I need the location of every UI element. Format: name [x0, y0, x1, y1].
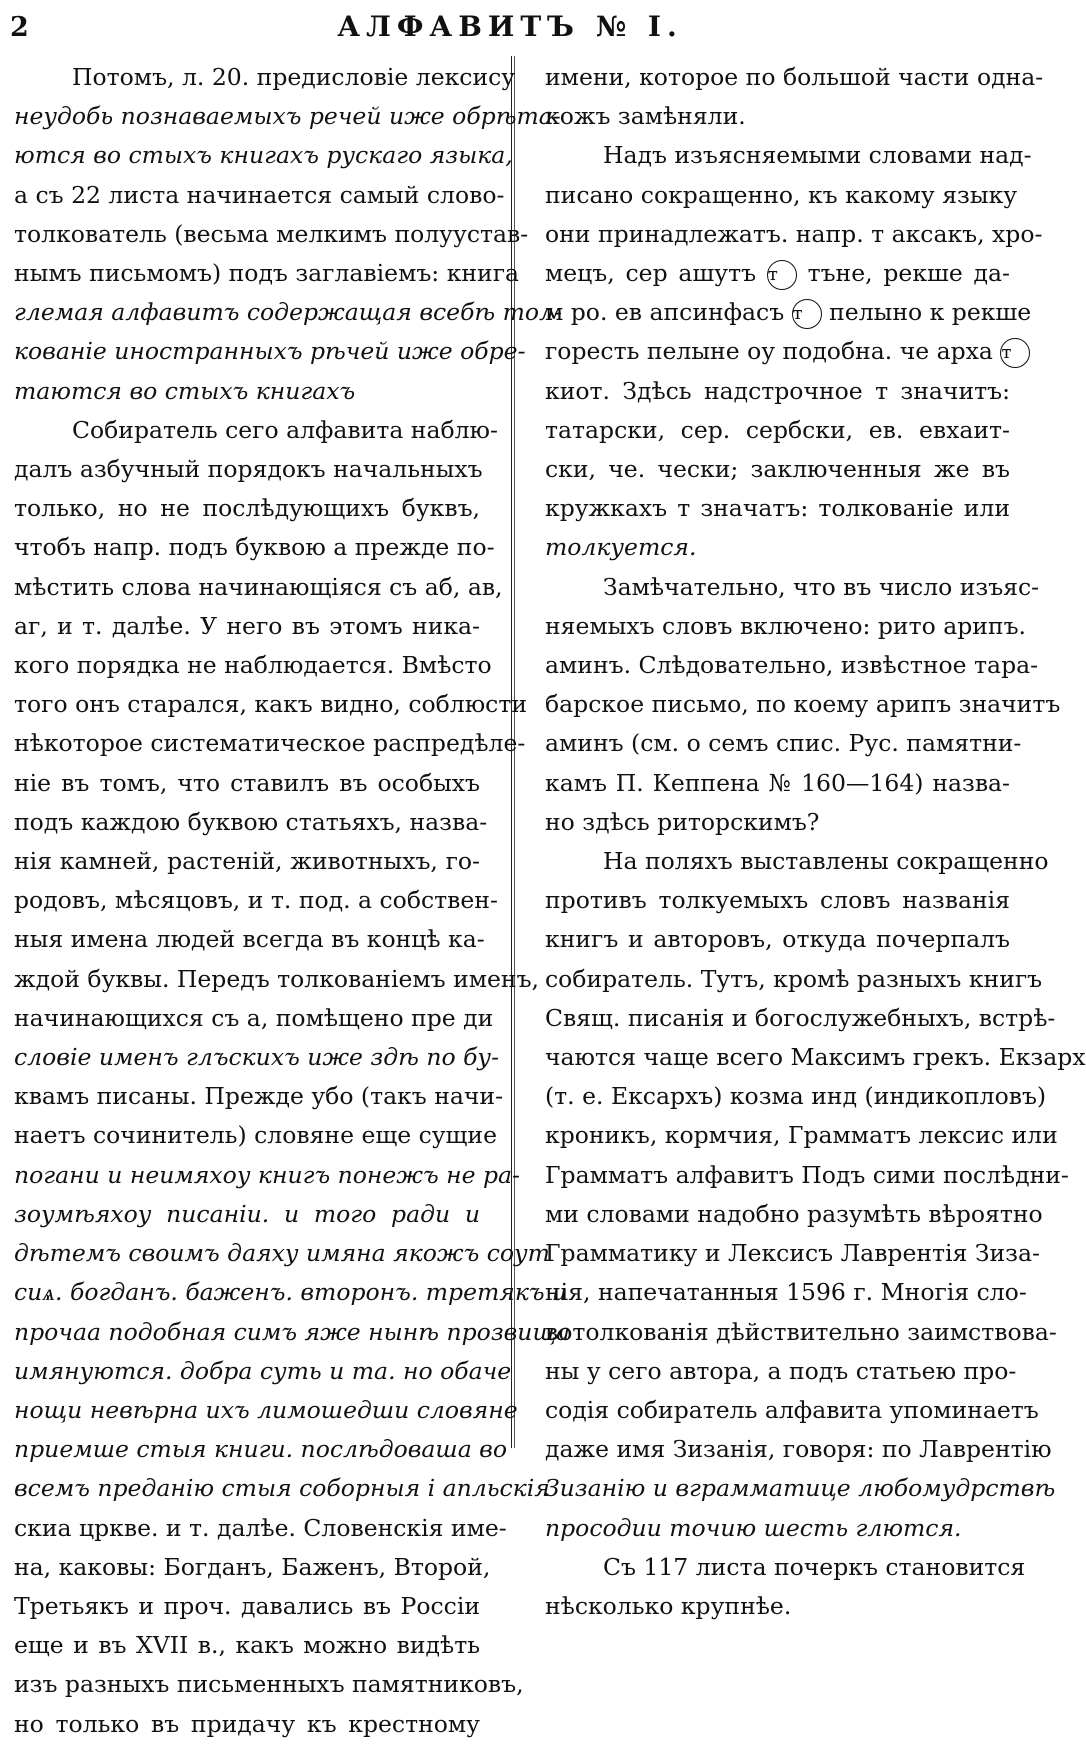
text-line: квамъ писаны. Прежде убо (такъ начи- [14, 1082, 504, 1111]
left-column [14, 58, 570, 1744]
text-line: кружкахъ т значатъ: толкованіе или [545, 494, 1010, 523]
text-line: Грамматъ алфавитъ Подъ сими послѣдни- [545, 1160, 1069, 1189]
text-line: кожъ замѣняли. [545, 102, 746, 131]
text-line: просодии точию шесть глются. [545, 1513, 962, 1542]
text-line: кого порядка не наблюдается. Вмѣсто [14, 651, 492, 680]
text-line: ны у сего автора, а подъ статьею про- [545, 1356, 1017, 1385]
text-line: они принадлежатъ. напр. т аксакъ, хро- [545, 219, 1043, 248]
text-line: нѣсколько крупнѣе. [545, 1591, 792, 1620]
text-line: толкуется. [545, 533, 697, 562]
text-line: чаются чаще всего Максимъ грекъ. Екзарх [545, 1043, 1086, 1072]
text-line: неудобь познаваемыхъ речей иже обрѣта- [14, 102, 561, 131]
text-line: нощи невѣрна ихъ лимошедши словяне [14, 1395, 518, 1424]
text-fragment: горесть пелыне оу подобна. че арха [545, 337, 993, 366]
text-line: нія, напечатанныя 1596 г. Многія сло- [545, 1278, 1027, 1307]
text-line: татарски, сер. сербски, ев. евхаит- [545, 415, 1010, 444]
text-line [545, 332, 1010, 371]
page-number: 2 [10, 12, 29, 43]
text-line: ныя имена людей всегда въ концѣ ка- [14, 925, 485, 954]
text-line: сиѧ. богданъ. баженъ. второнъ. третякъ и [14, 1278, 568, 1307]
text-line: собиратель. Тутъ, кромѣ разныхъ книгъ [545, 964, 1043, 993]
text-line: наетъ сочинитель) словяне еще сущие [14, 1121, 497, 1150]
text-line: того онъ старался, какъ видно, соблюсти [14, 690, 527, 719]
text-line: книгъ и авторовъ, откуда почерпалъ [545, 925, 1010, 954]
circled-t-mark: т [767, 260, 797, 290]
text-line: еще и въ XVII в., какъ можно видѣть [14, 1631, 480, 1660]
text-line: На поляхъ выставлены сокращенно [603, 847, 1049, 876]
text-line: Грамматику и Лексисъ Лаврентія Зиза- [545, 1239, 1040, 1268]
text-line: зоумѣяхоу писаніи. и того ради и [14, 1199, 480, 1228]
text-line: Надъ изъясняемыми словами над- [603, 141, 1032, 170]
text-line: кроникъ, кормчия, Грамматъ лексис или [545, 1121, 1058, 1150]
text-line: скиа црквe. и т. далѣе. Словенскія име- [14, 1513, 507, 1542]
text-line: аг, и т. далѣе. У него въ этомъ ника- [14, 611, 480, 640]
text-line [545, 254, 1010, 293]
text-line: ждой буквы. Передъ толкованіемъ именъ, [14, 964, 540, 993]
text-line: аминъ. Слѣдовательно, извѣстное тара- [545, 651, 1039, 680]
text-line: вотолкованія дѣйствительно заимствова- [545, 1317, 1057, 1346]
text-line: нѣкоторое систематическое распредѣле- [14, 729, 526, 758]
circled-t-mark: т [792, 299, 822, 329]
text-fragment: мецъ, сер ашутъ [545, 259, 757, 288]
text-fragment: тъне, рекше да- [807, 259, 1010, 288]
text-line: писано сокращенно, къ какому языку [545, 180, 1018, 209]
text-line: ми словами надобно разумѣть вѣроятно [545, 1199, 1043, 1228]
text-fragment: м ро. ев апсинфасъ [545, 298, 785, 327]
text-line: Третьякъ и проч. давались въ Россіи [14, 1591, 480, 1620]
text-line: но только въ придачу къ крестному [14, 1709, 480, 1738]
text-line: ски, че. чески; заключенныя же въ [545, 455, 1010, 484]
text-line: на, каковы: Богданъ, Баженъ, Второй, [14, 1552, 491, 1581]
text-line: только, но не послѣдующихъ буквъ, [14, 494, 480, 523]
text-line: Свящ. писанія и богослужебныхъ, встрѣ- [545, 1003, 1056, 1032]
text-line: имени, которое по большой части одна- [545, 63, 1044, 91]
text-line: нія камней, растеній, животныхъ, го- [14, 847, 480, 876]
text-line: чтобъ напр. подъ буквою а прежде по- [14, 533, 495, 562]
text-line: киот. Здѣсь надстрочное т значитъ: [545, 376, 1010, 405]
text-line: противъ толкуемыхъ словъ названія [545, 886, 1010, 915]
text-fragment: пелыно к рекше [829, 298, 1032, 327]
text-line: няемыхъ словъ включено: рито арипъ. [545, 611, 1027, 640]
text-line: барское письмо, по коему арипъ значитъ [545, 690, 1061, 719]
right-column [545, 58, 1086, 1626]
text-line: погани и неимяхоу книгъ понежъ не ра- [14, 1160, 520, 1189]
text-line: но здѣсь риторскимъ? [545, 807, 820, 836]
circled-t-mark: т [1000, 338, 1030, 368]
text-line: дѣтемъ своимъ даяху имяна якожъ соут [14, 1239, 550, 1268]
text-line: изъ разныхъ письменныхъ памятниковъ, [14, 1670, 524, 1699]
text-line: глемая алфавитъ содержащая всебѣ тол- [14, 298, 562, 327]
text-line: содія собиратель алфавита упоминаетъ [545, 1395, 1039, 1424]
text-line: ются во стыхъ книгахъ рускаго языка, [14, 141, 513, 170]
text-line: кованіе иностранныхъ рѣчей иже обре- [14, 337, 526, 366]
text-line: таются во стыхъ книгахъ [14, 376, 356, 405]
text-line: толкователь (весьма мелкимъ полуустав- [14, 219, 529, 248]
text-line: камъ П. Кеппена № 160—164) назва- [545, 768, 1010, 797]
text-line: Собиратель сего алфавита наблю- [72, 415, 498, 444]
text-line: мѣстить слова начинающіяся съ аб, ав, [14, 572, 503, 601]
text-line: Зизанію и вграмматице любомудрствѣ [545, 1474, 1056, 1503]
text-line: Потомъ, л. 20. предисловіе лексису [72, 63, 516, 91]
text-line: далъ азбучный порядокъ начальныхъ [14, 455, 483, 484]
text-line: а съ 22 листа начинается самый слово- [14, 180, 505, 209]
text-line: подъ каждою буквою статьяхъ, назва- [14, 807, 488, 836]
text-line: Съ 117 листа почеркъ становится [603, 1552, 1026, 1581]
text-line: всемъ преданію стыя соборныя і апльскія [14, 1474, 550, 1503]
running-title: АЛФАВИТЪ № I. [337, 10, 683, 43]
text-line: Замѣчательно, что въ число изъяс- [603, 572, 1040, 601]
text-line: родовъ, мѣсяцовъ, и т. под. а собствен- [14, 886, 498, 915]
text-line: имянуются. добра суть и та. но обаче [14, 1356, 512, 1385]
text-line: словіе именъ глъскихъ иже здѣ по бу- [14, 1043, 500, 1072]
text-line: нымъ письмомъ) подъ заглавіемъ: книга [14, 259, 520, 288]
text-line: прочаа подобная симъ яже нынѣ прозвища [14, 1317, 570, 1346]
text-line: (т. е. Ексархъ) козма инд (индикопловъ) [545, 1082, 1047, 1111]
text-line: даже имя Зизанія, говоря: по Лаврентію [545, 1435, 1052, 1464]
text-line: аминъ (см. о семъ спис. Рус. памятни- [545, 729, 1022, 758]
text-line: ніе въ томъ, что ставилъ въ особыхъ [14, 768, 480, 797]
text-line [545, 293, 1032, 332]
text-line: приемше стыя книги. послѣдоваша во [14, 1435, 507, 1464]
text-line: начинающихся съ а, помѣщено пре ди [14, 1003, 494, 1032]
